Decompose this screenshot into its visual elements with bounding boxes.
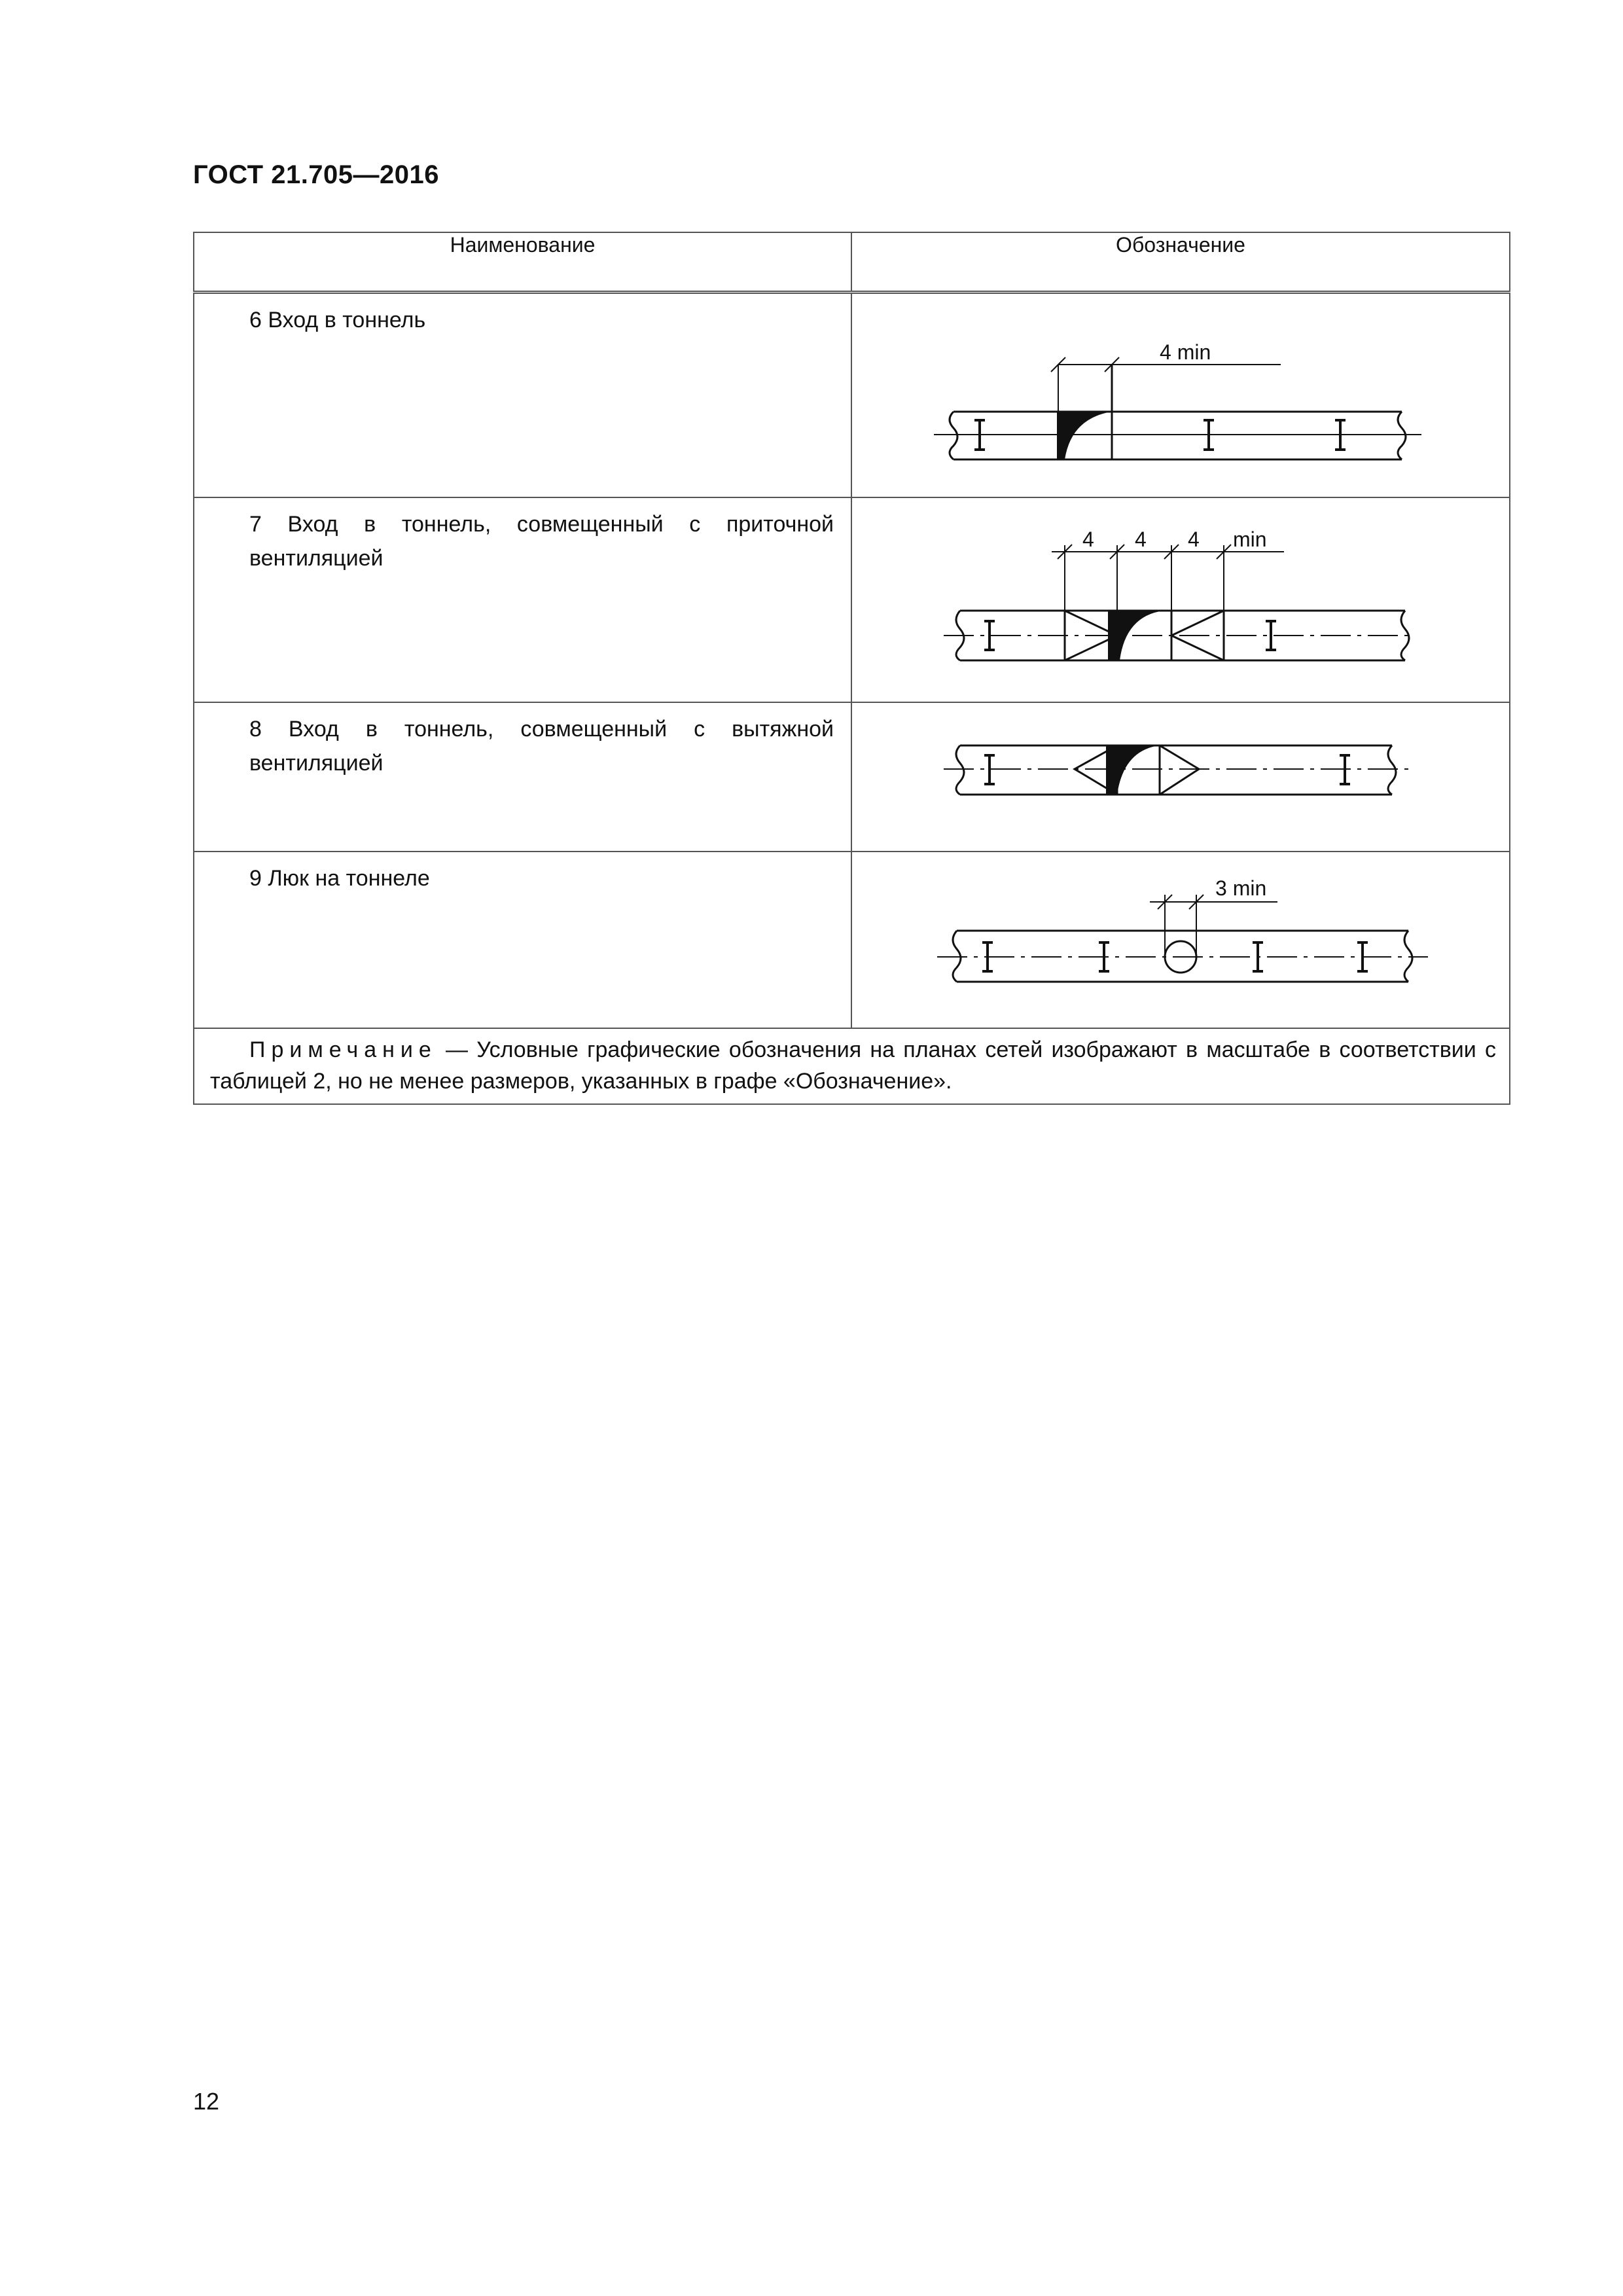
column-header-name: Наименование [194,232,851,293]
table-row [194,293,1510,497]
table-header-row [194,232,1510,293]
row-symbol-cell [851,852,1510,1028]
tunnel-entrance-symbol [852,294,1510,499]
row-name-cell [194,702,851,852]
row-name-text: 7 Вход в тоннель, совмещенный с приточной вентиляцией [249,511,834,571]
tunnel-hatch-symbol [852,852,1510,1029]
page-number: 12 [193,2088,220,2115]
row-symbol-cell [851,293,1510,497]
row-name-cell [194,497,851,702]
table-row [194,702,1510,852]
note-text: — Условные графические обозначения на планах сетей изображают в масштабе в соответствии с таблицей 2, но не менее размеров, указанных в графе «Обозначение». [210,1037,1497,1094]
table-row [194,852,1510,1028]
dimension-label: min [1233,527,1267,551]
row-symbol-cell [851,497,1510,702]
row-name-text: 9 Люк на тоннеле [249,865,430,891]
symbols-table [193,232,1510,1105]
note-label: Примечание [249,1037,437,1062]
row-name-text: 6 Вход в тоннель [249,308,426,332]
column-header-symbol: Обозначение [851,232,1510,293]
dimension-label: 4 [1188,527,1200,551]
table-row [194,497,1510,702]
tunnel-entrance-exhaust-ventilation-symbol [852,703,1510,852]
dimension-label: 3 min [1215,876,1267,900]
tunnel-entrance-supply-ventilation-symbol [852,498,1510,703]
note-row [194,1028,1510,1104]
row-name-text: 8 Вход в тоннель, совмещенный с вытяжной вентиляцией [249,716,834,776]
dimension-label: 4 [1082,527,1094,551]
row-symbol-cell [851,702,1510,852]
dimension-label: 4 [1135,527,1147,551]
dimension-label: 4 min [1160,340,1211,364]
row-name-cell [194,852,851,1028]
note-cell [194,1028,1510,1104]
document-code-header: ГОСТ 21.705—2016 [193,160,440,189]
row-name-cell [194,293,851,497]
